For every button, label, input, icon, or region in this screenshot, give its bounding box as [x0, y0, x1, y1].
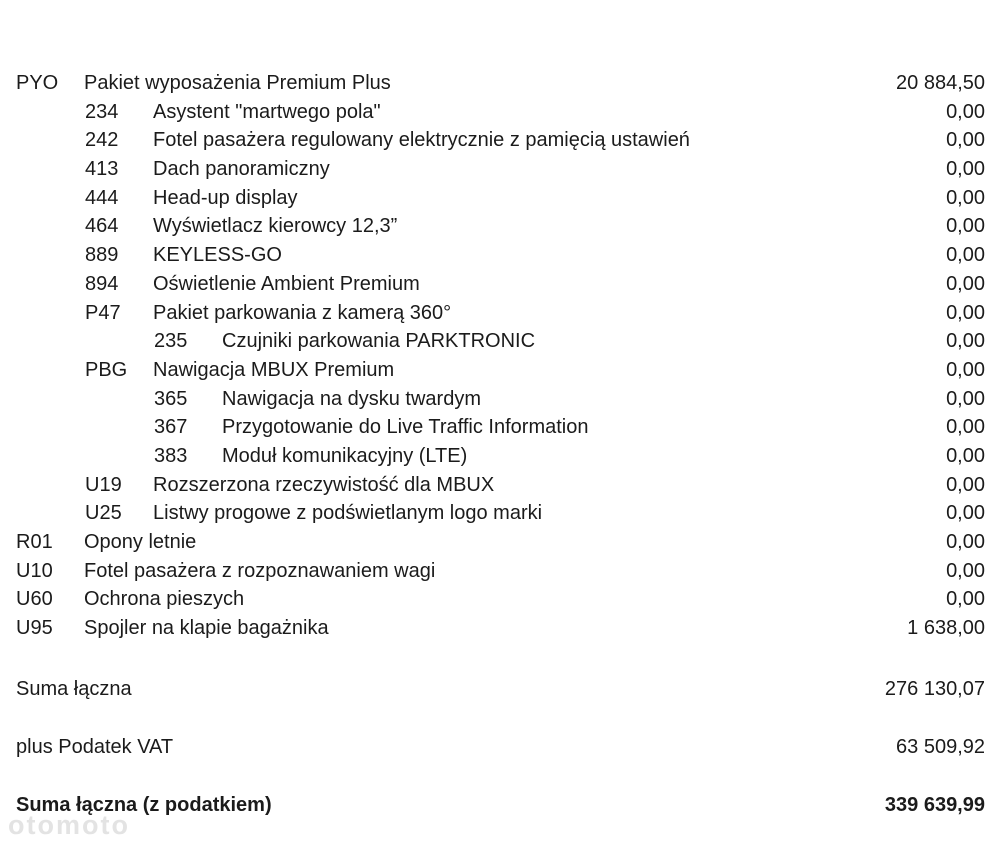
option-price: 0,00	[946, 387, 985, 410]
indent-spacer	[16, 145, 85, 146]
option-price: 1 638,00	[907, 617, 985, 640]
indent-spacer	[16, 174, 85, 175]
table-row	[0, 69, 1000, 98]
indent-spacer	[16, 203, 85, 204]
option-price: 0,00	[946, 100, 985, 123]
table-row	[0, 184, 1000, 213]
indent-spacer	[16, 490, 85, 491]
option-description: Wyświetlacz kierowcy 12,3”	[153, 215, 398, 238]
option-code: PBG	[85, 358, 128, 381]
option-code: 894	[85, 272, 119, 295]
option-description: Nawigacja MBUX Premium	[153, 358, 395, 381]
option-code: U25	[85, 502, 122, 525]
total-vat-label: plus Podatek VAT	[16, 736, 174, 758]
option-price: 0,00	[946, 244, 985, 267]
option-price: 0,00	[946, 272, 985, 295]
indent-spacer	[16, 375, 85, 376]
option-code: 365	[154, 387, 188, 410]
option-code: PYO	[16, 72, 59, 94]
option-price: 0,00	[946, 588, 985, 611]
indent-spacer	[16, 432, 154, 433]
indent-spacer	[16, 346, 154, 347]
option-price: 0,00	[946, 186, 985, 209]
option-price: 0,00	[946, 129, 985, 152]
indent-spacer	[16, 260, 85, 261]
total-vat-value: 63 509,92	[896, 736, 985, 758]
option-description: Pakiet parkowania z kamerą 360°	[153, 301, 452, 324]
indent-spacer	[16, 461, 154, 462]
indent-spacer	[16, 117, 85, 118]
table-row	[0, 98, 1000, 127]
table-row	[0, 614, 1000, 643]
option-code: U60	[16, 588, 53, 611]
table-row	[0, 155, 1000, 184]
indent-spacer	[16, 404, 154, 405]
total-net-value: 276 130,07	[884, 678, 985, 700]
option-description: Dach panoramiczny	[153, 158, 330, 181]
otomoto-watermark: otomoto	[8, 810, 130, 840]
option-price: 0,00	[946, 473, 985, 496]
option-code: 234	[85, 100, 119, 123]
option-price: 0,00	[946, 215, 985, 238]
option-description: Czujniki parkowania PARKTRONIC	[222, 330, 536, 353]
table-row	[0, 528, 1000, 557]
option-description: Listwy progowe z podświetlanym logo marki	[153, 502, 543, 525]
table-row	[0, 413, 1000, 442]
total-vat-row	[16, 733, 985, 762]
table-row	[0, 499, 1000, 528]
indent-spacer	[16, 289, 85, 290]
option-description: Rozszerzona rzeczywistość dla MBUX	[153, 473, 495, 496]
option-code: 242	[85, 129, 119, 152]
total-gross-label: Suma łączna (z podatkiem)	[16, 794, 272, 816]
option-code: 367	[154, 416, 188, 439]
total-gross-row	[16, 791, 985, 820]
total-net-row	[16, 675, 985, 704]
option-description: Fotel pasażera z rozpoznawaniem wagi	[84, 559, 436, 582]
indent-spacer	[16, 231, 85, 232]
option-price: 0,00	[946, 444, 985, 467]
table-row	[0, 126, 1000, 155]
option-description: KEYLESS-GO	[153, 244, 282, 267]
option-code: U95	[16, 617, 53, 640]
option-code: U19	[85, 473, 122, 496]
option-description: Przygotowanie do Live Traffic Information	[222, 416, 589, 439]
table-row	[0, 356, 1000, 385]
total-net-label: Suma łączna	[16, 678, 132, 700]
option-description: Nawigacja na dysku twardym	[222, 387, 481, 410]
option-code: 413	[85, 158, 119, 181]
option-code: 889	[85, 244, 119, 267]
option-price: 0,00	[946, 330, 985, 353]
option-code: U10	[16, 559, 53, 582]
option-description: Opony letnie	[84, 531, 197, 553]
option-description: Asystent "martwego pola"	[153, 100, 381, 123]
option-code: P47	[85, 301, 121, 324]
indent-spacer	[16, 318, 85, 319]
option-code: R01	[16, 531, 53, 553]
option-description: Oświetlenie Ambient Premium	[153, 272, 420, 295]
table-row	[0, 471, 1000, 500]
option-description: Ochrona pieszych	[84, 588, 245, 611]
table-row	[0, 585, 1000, 614]
option-price: 0,00	[946, 358, 985, 381]
option-code: 444	[85, 186, 119, 209]
option-description: Moduł komunikacyjny (LTE)	[222, 444, 468, 467]
option-description: Pakiet wyposażenia Premium Plus	[84, 72, 391, 94]
option-price: 0,00	[946, 158, 985, 181]
total-gross-value: 339 639,99	[884, 794, 985, 816]
table-row	[0, 327, 1000, 356]
option-price: 0,00	[946, 301, 985, 324]
option-price: 0,00	[946, 502, 985, 525]
options-list	[0, 69, 1000, 643]
table-row	[0, 442, 1000, 471]
table-row	[0, 299, 1000, 328]
table-row	[0, 385, 1000, 414]
indent-spacer	[16, 518, 85, 519]
table-row	[0, 241, 1000, 270]
option-price: 0,00	[946, 531, 985, 553]
option-price: 0,00	[946, 416, 985, 439]
table-row	[0, 557, 1000, 586]
option-description: Head-up display	[153, 186, 298, 209]
option-code: 464	[85, 215, 119, 238]
option-code: 383	[154, 444, 188, 467]
option-description: Fotel pasażera regulowany elektrycznie z pamięcią ustawień	[153, 129, 690, 152]
option-price: 20 884,50	[896, 72, 985, 94]
option-price: 0,00	[946, 559, 985, 582]
table-row	[0, 212, 1000, 241]
table-row	[0, 270, 1000, 299]
option-code: 235	[154, 330, 188, 353]
option-description: Spojler na klapie bagażnika	[84, 617, 329, 640]
